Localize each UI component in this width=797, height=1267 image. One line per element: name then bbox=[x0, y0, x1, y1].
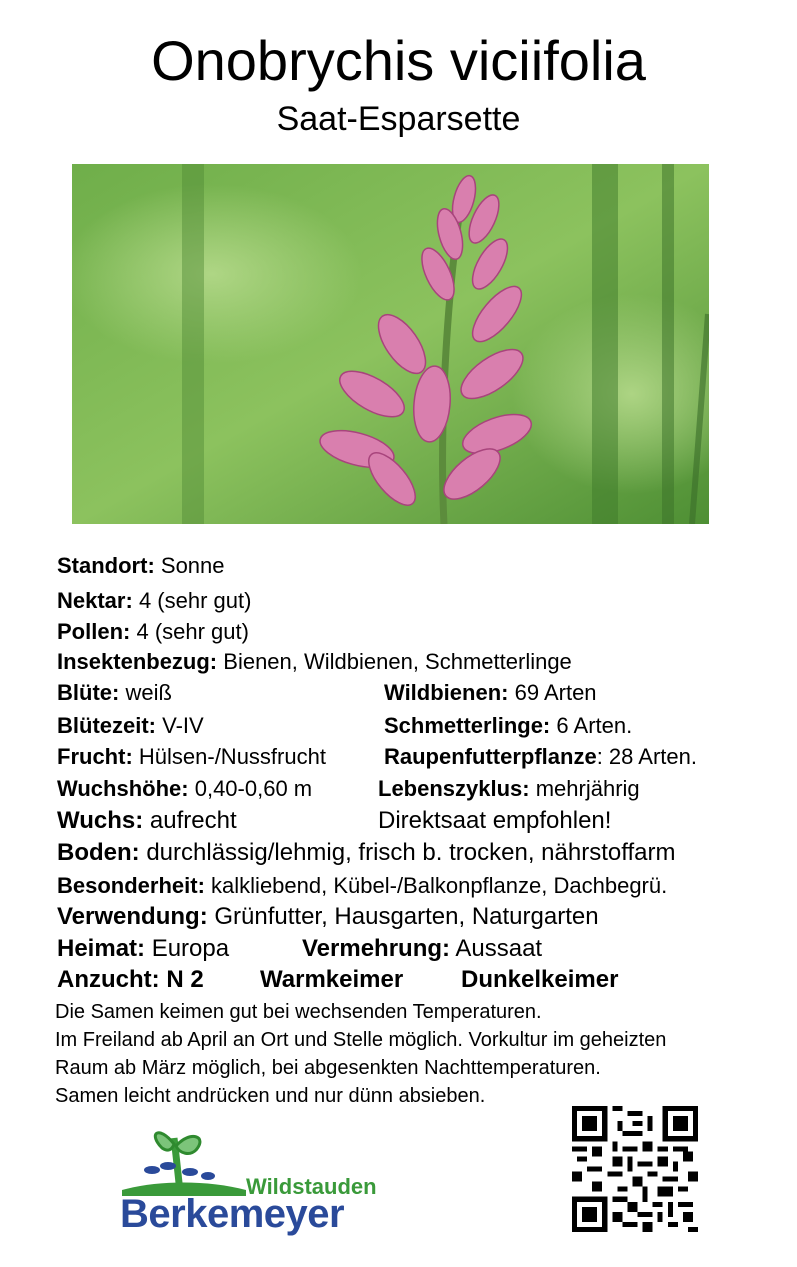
anzucht-label: Anzucht: N 2 bbox=[57, 966, 204, 993]
schmetterlinge-row: Schmetterlinge: 6 Arten. bbox=[384, 713, 633, 738]
besonderheit-row: Besonderheit: kalkliebend, Kübel-/Balkonpflanze, Dachbegrü. bbox=[57, 873, 668, 898]
page-subtitle: Saat-Esparsette bbox=[276, 100, 521, 138]
sainfoin-flower-photo bbox=[72, 164, 709, 524]
logo-text-top: Wildstauden bbox=[246, 1174, 377, 1199]
pollen-row: Pollen: 4 (sehr gut) bbox=[57, 619, 249, 644]
raupenfutterpflanze-row: Raupenfutterpflanze: 28 Arten. bbox=[384, 744, 697, 769]
nektar-row: Nektar: 4 (sehr gut) bbox=[57, 588, 252, 613]
dunkelkeimer-label: Dunkelkeimer bbox=[461, 966, 619, 993]
paragraph-line: Die Samen keimen gut bei wechsenden Temperaturen. bbox=[55, 1001, 542, 1023]
frucht-row: Frucht: Hülsen-/Nussfrucht bbox=[57, 744, 326, 769]
paragraph-line: Raum ab März möglich, bei abgesenkten Nachttemperaturen. bbox=[55, 1057, 601, 1079]
page-title: Onobrychis viciifolia bbox=[151, 29, 646, 92]
bluete-row: Blüte: weiß bbox=[57, 680, 172, 705]
standort-row: Standort: Sonne bbox=[57, 553, 225, 578]
warmkeimer-label: Warmkeimer bbox=[260, 966, 404, 993]
vermehrung-row: Vermehrung: Aussaat bbox=[302, 935, 543, 962]
paragraph-line: Samen leicht andrücken und nur dünn absieben. bbox=[55, 1085, 486, 1107]
logo-text-bottom: Berkemeyer bbox=[120, 1192, 345, 1236]
company-logo bbox=[118, 1124, 418, 1234]
direktsaat-note: Direktsaat empfohlen! bbox=[378, 807, 612, 834]
wuchs-row: Wuchs: aufrecht bbox=[57, 807, 237, 834]
sowing-instructions bbox=[55, 998, 755, 1110]
bluetezeit-row: Blütezeit: V-IV bbox=[57, 713, 204, 738]
paragraph-line: Im Freiland ab April an Ort und Stelle möglich. Vorkultur im geheizten bbox=[55, 1029, 667, 1051]
boden-row: Boden: durchlässig/lehmig, frisch b. trocken, nährstoffarm bbox=[57, 839, 676, 866]
wildbienen-row: Wildbienen: 69 Arten bbox=[384, 680, 597, 705]
qr-code-icon bbox=[572, 1106, 698, 1232]
verwendung-row: Verwendung: Grünfutter, Hausgarten, Naturgarten bbox=[57, 903, 599, 930]
wuchshoehe-row: Wuchshöhe: 0,40-0,60 m bbox=[57, 776, 313, 801]
lebenszyklus-row: Lebenszyklus: mehrjährig bbox=[378, 776, 640, 801]
heimat-row: Heimat: Europa bbox=[57, 935, 230, 962]
insektenbezug-row: Insektenbezug: Bienen, Wildbienen, Schmetterlinge bbox=[57, 649, 572, 674]
